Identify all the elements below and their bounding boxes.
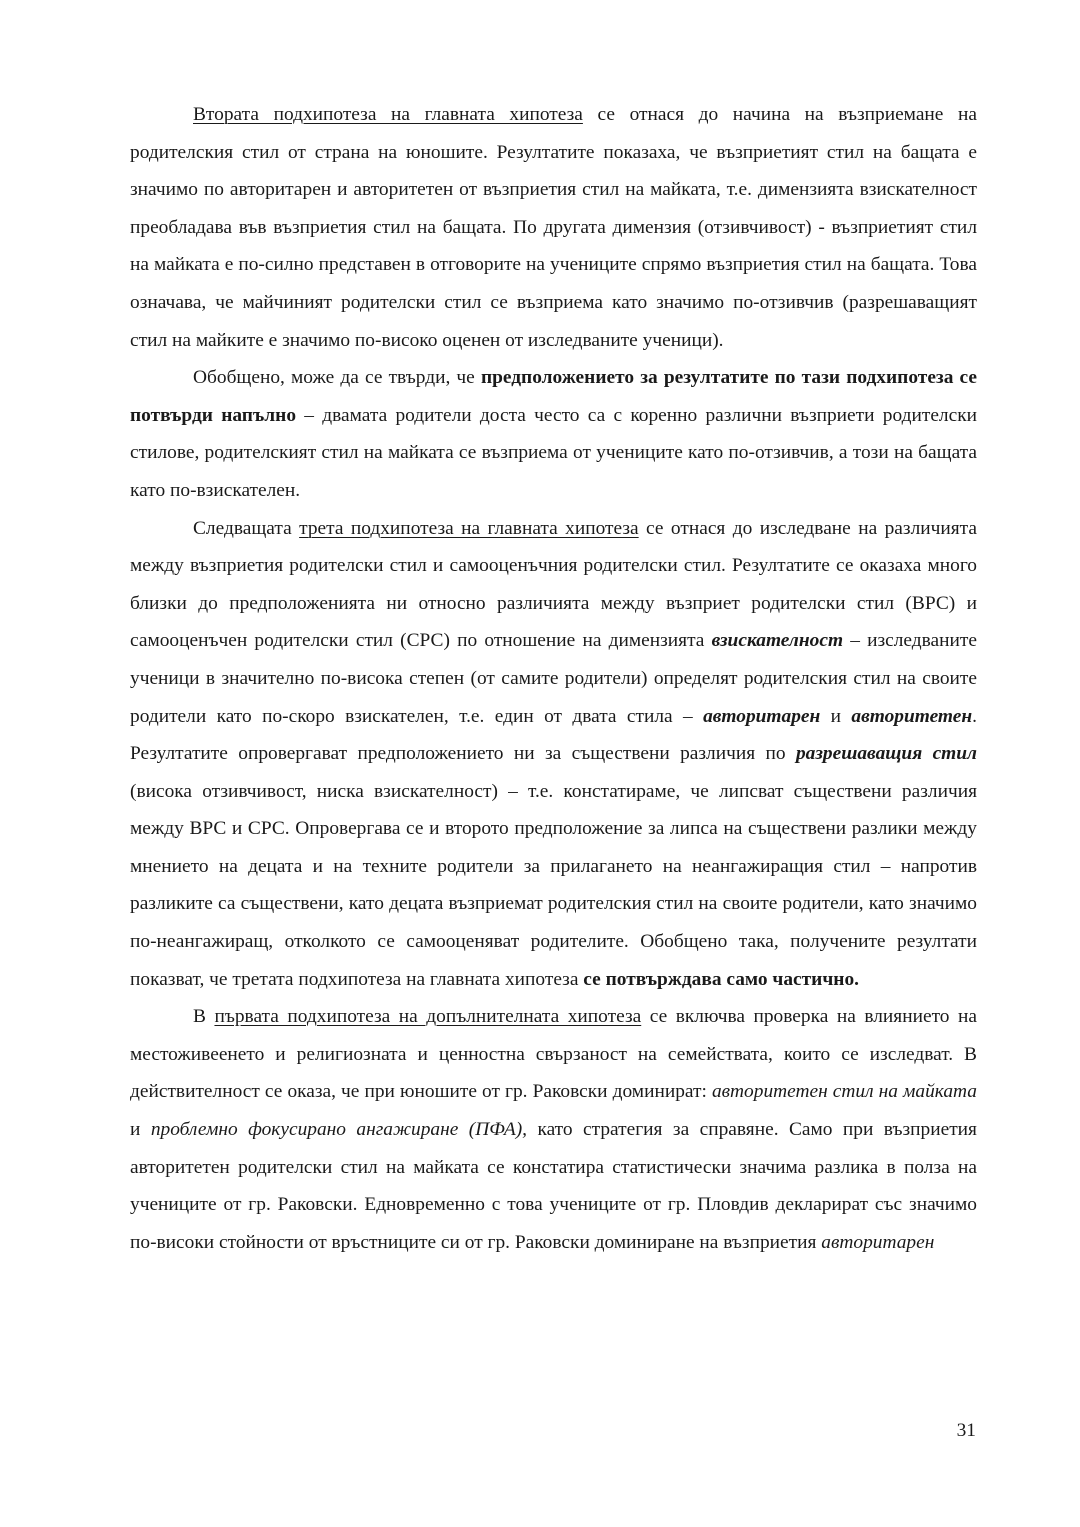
body-text	[130, 96, 977, 1261]
text-run: . Резултатите опровергават предположението ни за съществени различия по	[130, 705, 977, 765]
bold-italic-term: разрешаващия стил	[795, 743, 977, 765]
paragraph-4	[130, 998, 977, 1261]
bold-phrase: предположението за резултатите по тази подхипотеза се потвърди напълно	[130, 367, 977, 426]
bold-italic-term: авторитарен	[703, 705, 821, 727]
italic-phrase: проблемно фокусирано ангажиране (ПФА),	[150, 1119, 528, 1141]
text-run: – изследваните ученици в значително по-висока степен (от самите родители) определят родителския стил на своите родители като по-скоро взискателен, т.е. един от двата стила –	[130, 630, 977, 727]
text-run: се включва проверка на влиянието на местоживеенето и религиозната и ценностна свързаност на семействата, които се изследват. В действителност се оказа, че при юношите от гр. Раковски доминират:	[130, 1006, 977, 1103]
text-run: В	[193, 1006, 215, 1028]
text-run: – двамата родители доста често са с коренно различни възприети родителски стилове, родителският стил на майката се възприема от учениците като по-отзивчив, а този на бащата като по-взискателен.	[130, 404, 978, 501]
underlined-phrase: трета подхипотеза на главната хипотеза	[299, 517, 639, 539]
text-run: (висока отзивчивост, ниска взискателност) – т.е. констатираме, че липсват съществени различия между ВРС и СРС. Опровергава се и второто предположение за липса на съществени разлики между мнението на децата и на техните родители за прилагането на неангажиращия стил – напротив разликите са съществени, като децата възприемат родителския стил на своите родители, като значимо по-неангажиращ, отколкото се самооценяват родителите. Обобщено така, получените резултати показват, че третата подхипотеза на главната хипотеза	[130, 780, 977, 990]
text-run: се отнася до начина на възприемане на родителския стил от страна на юношите. Резултатите показаха, че възприетият стил на бащата е значимо по авторитарен и авторитетен от възприетия стил на майката, т.е. димензията взискателност преобладава във възприетия стил на бащата. По другата димензия (отзивчивост) - възприетият стил на майката е по-силно представен в отговорите на учениците спрямо възприетия стил на бащата. Това означава, че майчиният родителски стил се възприема като значимо по-отзивчив (разрешаващият стил на майките е значимо по-високо оценен от изследваните ученици).	[130, 104, 978, 351]
bold-italic-term: авторитетен	[851, 705, 973, 727]
text-run: се отнася до изследване на различията между възприетия родителски стил и самооценъчния родителски стил. Резултатите се оказаха много близки до предположенията ни относно различията между възприет родителски стил (ВРС) и самооценъчен родителски стил (СРС) по отношение на димензията	[130, 517, 977, 652]
text-run: и	[820, 705, 852, 727]
text-run: Обобщено, може да се твърди, че	[193, 367, 481, 389]
underlined-phrase: Втората подхипотеза на главната хипотеза	[193, 104, 583, 125]
text-run: като стратегия за справяне. Само при възприетия авторитетен родителски стил на майката се констатира статистически значима разлика в полза на учениците от гр. Раковски. Едновременно с това учениците от гр. Пловдив декларират със значимо по-високи стойности от връстниците си от гр. Раковски доминиране на възприетия	[130, 1119, 977, 1253]
bold-italic-term: взискателност	[711, 630, 844, 652]
text-run: Следващата	[193, 517, 300, 539]
bold-phrase: се потвърждава само частично.	[583, 968, 860, 990]
italic-phrase: авторитетен стил на майката	[711, 1081, 977, 1103]
paragraph-1	[130, 96, 977, 359]
text-run: и	[130, 1119, 151, 1141]
page-number: 31	[956, 1420, 976, 1441]
italic-phrase: авторитарен	[821, 1231, 935, 1253]
underlined-phrase: първата подхипотеза на допълнителната хипотеза	[214, 1006, 642, 1028]
paragraph-2	[130, 359, 977, 509]
paragraph-3	[130, 510, 977, 999]
